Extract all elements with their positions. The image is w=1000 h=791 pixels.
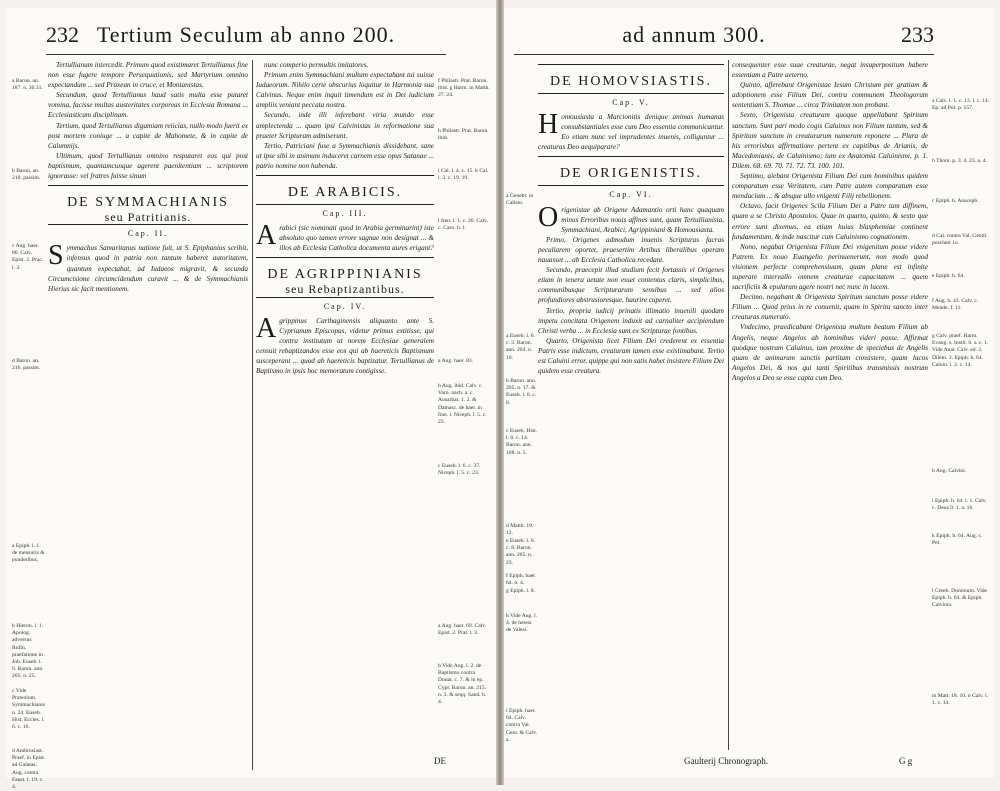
right-page-number: 233 — [901, 22, 934, 47]
section-heading-box — [538, 64, 724, 94]
margin-note: d Cal. contra Val. Gentil. poscheti 1o. — [932, 233, 988, 247]
margin-note: a Epiph. l. 1. de mensuris & ponderibus. — [12, 543, 45, 564]
section-subtitle: seu Patritianis. — [104, 210, 192, 225]
right-inner-margin-notes — [506, 68, 538, 758]
paragraph: Tertio, Patriciani fuse a Symmachianis dissidebant, sane ut ipse sibi in animum induceret carnem esse opus Satanae ... patrio nomine non habenda. — [256, 141, 434, 170]
margin-note: c Vide Prateolum. Symmachianis n. 24. Euseb. Hist. Eccles. l. 6. c. 16. — [12, 688, 45, 731]
footer-signature: Gaulterij Chronograph. — [684, 756, 768, 766]
margin-note: k Epiph. h. 64. Aug. c. Pel. — [932, 533, 983, 547]
right-column-2 — [732, 60, 928, 750]
paragraph: Septimo, aiebant Origenista Filium Dei cum hominibus quidem comparatum esse Veritatem, cum Patre autem comparatum esse mendacium ... & absque ullo vnigenti Filij rebellionem. — [732, 172, 928, 201]
right-page — [504, 8, 994, 778]
section-title: DE SYMMACHIANIS — [67, 195, 229, 211]
margin-note: c Euseb. l. 6. c. 37. Niceph. l. 5. c. 23. — [438, 463, 481, 477]
margin-note: f Aug. h. 43. Calv. c. Mende. f. 11. — [932, 298, 979, 312]
paragraph: consequenter esse suae creaturae, negat insuperpositum habere essentiam a Patre aeterno. — [732, 61, 928, 80]
left-inner-margin-notes — [438, 68, 490, 768]
right-running-title: ad annum 300. — [622, 22, 766, 47]
right-column-1 — [538, 60, 724, 750]
section-text: omousiasta a Marcionitis denique animas humanas consubstantiales esse cum Deo essentia communicantur. Eo etiam nunc vel imprudentes inuenis, colliguntur ... creaturas Deo aequiparare? — [538, 113, 724, 152]
paragraph: Nono, negabat Origenista Filium Dei vnigenitum posse videre Patrem. Ex nouo Euangelio perinuenerunt, non modo quod visionem perfecte comprehensiuam, quam plane est infinite superare intervallo omnem creaturae capacitatem ... quem sacrificiis & epularum agere nostri nec nunc in lucem. — [732, 242, 928, 292]
margin-note: e Euseb. l. 6. c. 8. Baron. ann. 205. n. 23. — [506, 538, 535, 566]
margin-note: m Matt. 18. 10. n Calv. l. 1. c. 14. — [932, 693, 989, 707]
margin-note: a Baron. an. 187. n. 30.31. — [12, 78, 43, 92]
margin-note: b Aug. ibid. Calv. c. Varo. nach. a. c. Ausarbat. 1. 2. & Damasc. de haer. in fine. l. Niceph. l. 5. c. 23. — [438, 383, 487, 426]
margin-note: b Baron. an. 210. passim. — [12, 168, 41, 182]
paragraph: Octavo, facit Origenes Scila Filium Dei a Patre tam diffinem, quam a se Christo Apostolos. Quae in quarto, quinto, & sexto que errore sunt dixemus, ea etiam huius blasphemiae continent fundamentum, & inde nascitur cum Caluinismo cognationem. — [732, 202, 928, 241]
right-outer-margin-notes — [932, 68, 990, 768]
margin-note: i Epiph. haer. 64. Calv. contra Val. Gent. & Calv. a. — [506, 708, 538, 743]
chapter-label: Cap. VI. — [609, 190, 653, 200]
book-gutter — [496, 0, 504, 785]
margin-note: h Philastr. Prat. Baron. ibid. — [438, 128, 489, 142]
signature-mark: G g — [899, 756, 913, 766]
column-divider — [728, 60, 729, 750]
margin-note: b Baron. ann. 205. n. 17. & Euseb. l. 6. c. 8. — [506, 378, 537, 406]
chapter-label: Cap. IV. — [323, 301, 367, 311]
section-text: grippinus Carthaginensis aliquanto ante S. Cyprianum Episcopus, videtur primus extitisse, qui contra institutum ut norem Ecclesiae generalem censuit rebaptizandos esse eos qui ab haereticis Baptismum susceperant ... quod ab haereticis baptizatur. Tertullianus de Baptismo in ipsis hoc memoratum contigisse. — [256, 316, 434, 376]
paragraph: Primo, Origenes admodum inuenis Scripturas facras peculiarem oportet, praesertim Artibus liberalibus operam nauasset ... ab Ecclesia Catholica recedant. — [538, 235, 724, 265]
margin-note: i Cal. l. 4. c. 15. k Cal. l. 3. c. 19. 19. — [438, 168, 489, 182]
paragraph: Tertio, propria iudicij prinatis illimatio inuenili quodam impetu concitata Origenem induxit ad carnaliter accipiendum Christi verba ... in Ecclesia sunt ex Scripturae fontibus. — [538, 306, 724, 335]
margin-note: f Philastr. Prat. Baron. ibid. g Harm. in Matth. 27. 24. — [438, 78, 490, 99]
left-page-header — [46, 22, 446, 52]
header-rule — [46, 54, 446, 55]
left-page-number: 232 — [46, 22, 79, 47]
margin-note: a Genebr. in Calisto. — [506, 193, 534, 207]
margin-note: l Creeb. Dominum. Vide Epiph. h. 64. & Epiph. Calvinio. — [932, 588, 988, 609]
margin-note: h Aug. Calvini. — [932, 468, 967, 474]
right-page-header — [514, 22, 934, 52]
paragraph: Secundum, quod Tertullianus haud satis multa esse putaret vomina, facisse multas austeritates corporeas in Ecclesia Romana ... Ecclesiasticam disciplinam. — [48, 91, 248, 120]
margin-note: a Euseb. l. 6. c. 3. Baron. ann. 204. n. 10. — [506, 333, 535, 361]
section-title: DE AGRIPPINIANIS — [267, 267, 423, 283]
paragraph: Ultimum, quod Tertullianus omnino resputaret eos qui post baptismum, quantamcunque agerent paenitentiam ... scriptorem ignorasse: vel fratres fuisse sinum — [48, 151, 248, 181]
section-title: DE ARABICIS. — [287, 185, 403, 201]
paragraph: Secundo, praecepit illud studium fecit fortassis vi Origenes etiam in tenera aetate non esset contentus claris, simplicibus, communibusque Scripturarum sensibus ... sed alios profundiores abstrusioresque, haurire cuperet. — [538, 266, 724, 305]
column-divider — [252, 60, 253, 770]
margin-note: a Aug. haer. 69. Calv. Epist. 2. Prat. l. 3. — [438, 623, 487, 637]
paragraph: Quinto, afferebant Origenistae Iesum Christum per gratiam & adoptionem esse Filium Dei, contra communem Theologorum sententiam S. Thomae ... circa Trinitatem non probant. — [732, 81, 928, 110]
paragraph: Primum enim Symmachiani multum expectabant tui suisse Iudaeorum. Nihilo certe obscurius loquitur in Harmonia sua Calvinus. Neque enim inquit timendum est in Dei iudicium ampliis veniant peccata nostra. — [256, 71, 434, 110]
margin-note: d Baron. an. 216. passim. — [12, 358, 41, 372]
catchword: DE — [434, 756, 446, 766]
section-text: ymmachus Samaritanus natione fuit, ut S. Epiphanius scribit, infensus quod in patria non tantum haberet autoritatem, quantum expectabat, ad Iudaeos migravit, & secunda Circumcisione circumcidendum curavit ... & de Symmachianis Hierius sic facit mentionem. — [48, 244, 248, 293]
paragraph: Sexto, Origenista creaturam quoque appellabant Spiritum sanctum. Sunt pari modo cogis Caluinus non Filium tantum, sed & Spiritum sanctum in creaturarum numerum reponere ... Plura de his errorisbus affirmatione pertent ex capitibus de Arianis, de Macedonianis, de Caluinismo; tum ex Anatomia Caluinismi, p. 1. Dilem. 68. 69. 70. 71. 72. 73. 100. 101. — [732, 111, 928, 170]
header-rule — [514, 54, 934, 55]
left-page — [6, 8, 496, 791]
section-title: DE HOMOVSIASTIS. — [550, 74, 712, 89]
paragraph: Vndecimo, praedicabant Origenista multum beatum Filium ab Angelis, neque Angelos ab hominibus videri posse. Affirmat quodque nostram Caluinus, tam proxime de speciebus de Angelis quam de animarum sanctis partitam consistere, quam lucos Angelos Dei, & nos qui tanti Spiritibus transmissis nostrum Angelos a Deo se esse capta cum Deo. — [732, 323, 928, 382]
left-column-2 — [256, 60, 434, 770]
margin-note: c Aug. haer. 86. Calv. Epist. 2. Prac. l. 3. — [12, 243, 44, 271]
left-column-1 — [48, 60, 248, 770]
section-title: DE ORIGENISTIS. — [560, 166, 702, 182]
paragraph: Tertullianum intercedit. Primum quod existimaret Tertullianus fine non esse fugere tempore Persequutionis, sed Martyrium omnino expectandum ... sed Praxean in cruce, et Montanistas. — [48, 61, 248, 90]
paragraph: Decimo, negabant & Origenista Spiritum sanctum posse videre Filium ... Quod prius in re conuenit, quam in Spiritu sancto inter creaturas numerato. — [732, 293, 928, 322]
margin-note: d Matth. 19. 12. — [506, 523, 534, 537]
left-running-title: Tertium Seculum ab anno 200. — [96, 22, 396, 47]
margin-note: g Epiph. l. 8. — [506, 588, 535, 594]
drop-capital: O — [538, 201, 559, 233]
margin-note: l Iren. l. 1. c. 26. Calv. c. Caro. h. l. — [438, 218, 488, 232]
margin-note: b Hieron. l. 1. Apolog. adversus Rufin. praefatione in Job. Euseb. l. 6. Baron. ann. 205. n. 25. — [12, 623, 44, 680]
drop-capital: S — [48, 240, 64, 272]
margin-note: g Calv. praef. Harm. Evang. s. Instit. 6. s. c. 1. Vide Anat. Calv. ed. 2. Dilem. 3. Epiph. h. 64. Caluin. l. 2. c. 14. — [932, 333, 989, 368]
paragraph: Secundo, inde illi inferebant viria mundo esse amplectenda ... quam ipsi Calvinistas in reformatione sua praeter Scripturam admiserunt. — [256, 111, 434, 140]
margin-note: e Epiph. h. 64. — [932, 273, 965, 279]
margin-note: h Vide Aug. l. 4. de heresi de Valesi. — [506, 613, 538, 634]
paragraph: nunc comperio permultis imitatores. — [264, 61, 369, 69]
margin-note: a Calv. l. 1. c. 13. l. c. 14. Ep. ad Pol. p. 157. — [932, 98, 990, 112]
margin-note: b Thom. p. 3. 4. 23. a. 4. — [932, 158, 987, 164]
section-heading-box — [256, 175, 434, 205]
paragraph: Quarto, Origenista licet Filium Dei crederent ex essentia Patris esse indictum, creaturam tamen esse existimabant. Tertio est Caluini error, quippe qui non satis habet insistere Filium Dei quidem esse creatura. — [538, 336, 724, 376]
drop-capital: A — [256, 220, 277, 252]
drop-capital: A — [256, 312, 277, 344]
chapter-label: Cap. III. — [322, 209, 368, 219]
chapter-label: Cap. II. — [127, 229, 169, 239]
margin-note: f Epiph. haer. 64. n. 4. — [506, 573, 537, 587]
margin-note: a Aug. haer. 83. — [438, 358, 474, 364]
section-text: rabici (sic nominati quod in Arabia germinarint) iste absoluto quo tamen errore sagnae non designat ... & illos ab Ecclesia Catholica documenta aures erigant? — [279, 224, 434, 253]
paragraph: Tertium, quod Tertullianus digamiam reiicias, nullo modo fuerit ex post mortem coniuge ... a capite de Mahomete, & in capite de Calumnijs. — [48, 121, 248, 150]
section-heading-box — [256, 257, 434, 297]
margin-note: d Ambrosiast. Praef. in Epist. ad Galatas. Aug. contra Faust. l. 19. c. 4. — [12, 748, 46, 791]
section-subtitle: seu Rebaptizantibus. — [285, 282, 405, 297]
section-heading-box — [48, 185, 248, 225]
margin-note: c Euseb. Hist. l. 6. c. 14. Baron. ann. 108. n. 5. — [506, 428, 538, 456]
section-text: rigenistae ab Origene Adamantio orti hanc quaquam minus Erroribus nouis affines sunt, quam Tertullianista, Symmachiani, Arabici, Agrippiniani & Homousiasta. — [561, 205, 724, 234]
drop-capital: H — [538, 109, 559, 141]
margin-note: i Epiph. h. 64. l. 1. Calv. c. Deus 9. 1. a. 16. — [932, 498, 987, 512]
chapter-label: Cap. V. — [612, 98, 650, 107]
left-outer-margin-notes — [12, 68, 46, 791]
margin-note: b Vide Aug. l. 2. de Baptismo contra Donat. c. 7. & in ep. Cypr. Baron. an. 215. n. 3. & seqq. Sand. h. 4. — [438, 663, 487, 706]
section-heading-box — [538, 156, 724, 186]
margin-note: c Epiph. h. Anacepb. — [932, 198, 979, 204]
